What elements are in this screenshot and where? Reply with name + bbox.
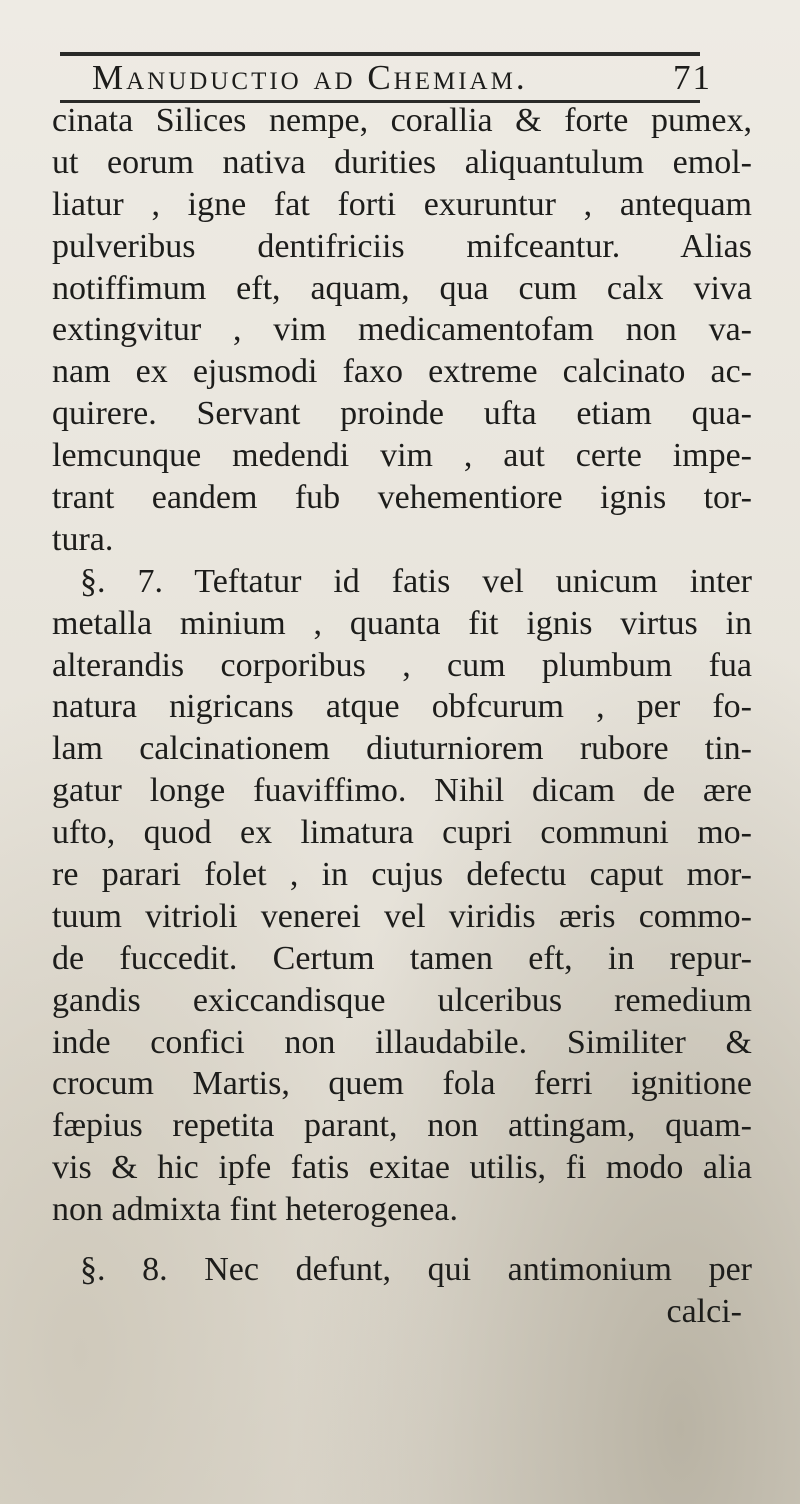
text-line: trant eandem fub vehementiore ignis tor- <box>52 479 752 517</box>
text-line: re parari folet , in cujus defectu caput mor- <box>52 856 752 894</box>
text-line: gatur longe fuaviffimo. Nihil dicam de ære <box>52 772 752 810</box>
text-line: cinata Silices nempe, corallia & forte pumex, <box>52 102 752 139</box>
catchword: calci- <box>666 1292 742 1330</box>
text-line: metalla minium , quanta fit ignis virtus in <box>52 604 752 642</box>
page-body <box>52 100 752 1333</box>
text-line: notiffimum eft, aquam, qua cum calx viva <box>52 269 752 307</box>
text-line: gandis exiccandisque ulceribus remedium <box>52 981 752 1019</box>
section-heading-line: §. 8. Nec defunt, qui antimonium per <box>80 1251 752 1289</box>
text-line: tura. <box>52 520 114 558</box>
text-line: liatur , igne fat forti exuruntur , antequam <box>52 185 752 223</box>
text-line: de fuccedit. Certum tamen eft, in repur- <box>52 939 752 977</box>
text-line: natura nigricans atque obfcurum , per fo- <box>52 688 752 726</box>
text-line: lemcunque medendi vim , aut certe impe- <box>52 437 752 475</box>
text-line: lam calcinationem diuturniorem rubore tin- <box>52 730 752 768</box>
text-line: tuum vitrioli venerei vel viridis æris commo- <box>52 897 752 935</box>
text-line: inde confici non illaudabile. Similiter & <box>52 1023 752 1061</box>
text-line: quirere. Servant proinde ufta etiam qua- <box>52 395 752 433</box>
text-line: fæpius repetita parant, non attingam, quam- <box>52 1107 752 1145</box>
text-line: extingvitur , vim medicamentofam non va- <box>52 311 752 349</box>
text-line: nam ex ejusmodi faxo extreme calcinato ac- <box>52 353 752 391</box>
text-line: ufto, quod ex limatura cupri communi mo- <box>52 814 752 852</box>
text-line: non admixta fint heterogenea. <box>52 1191 458 1229</box>
section-heading-line: §. 7. Teftatur id fatis vel unicum inter <box>80 562 752 600</box>
header-rule-top <box>60 52 700 56</box>
text-line: ut eorum nativa durities aliquantulum emol- <box>52 143 752 181</box>
text-line: vis & hic ipfe fatis exitae utilis, fi modo alia <box>52 1149 752 1187</box>
text-line: crocum Martis, quem fola ferri ignitione <box>52 1065 752 1103</box>
text-line: alterandis corporibus , cum plumbum fua <box>52 646 752 684</box>
section-gap <box>52 1231 752 1249</box>
running-header <box>92 58 712 104</box>
text-line: pulveribus dentifriciis mifceantur. Alias <box>52 227 752 265</box>
page-number: 71 <box>673 58 712 97</box>
running-title: Manuductio ad Chemiam. <box>92 58 528 97</box>
